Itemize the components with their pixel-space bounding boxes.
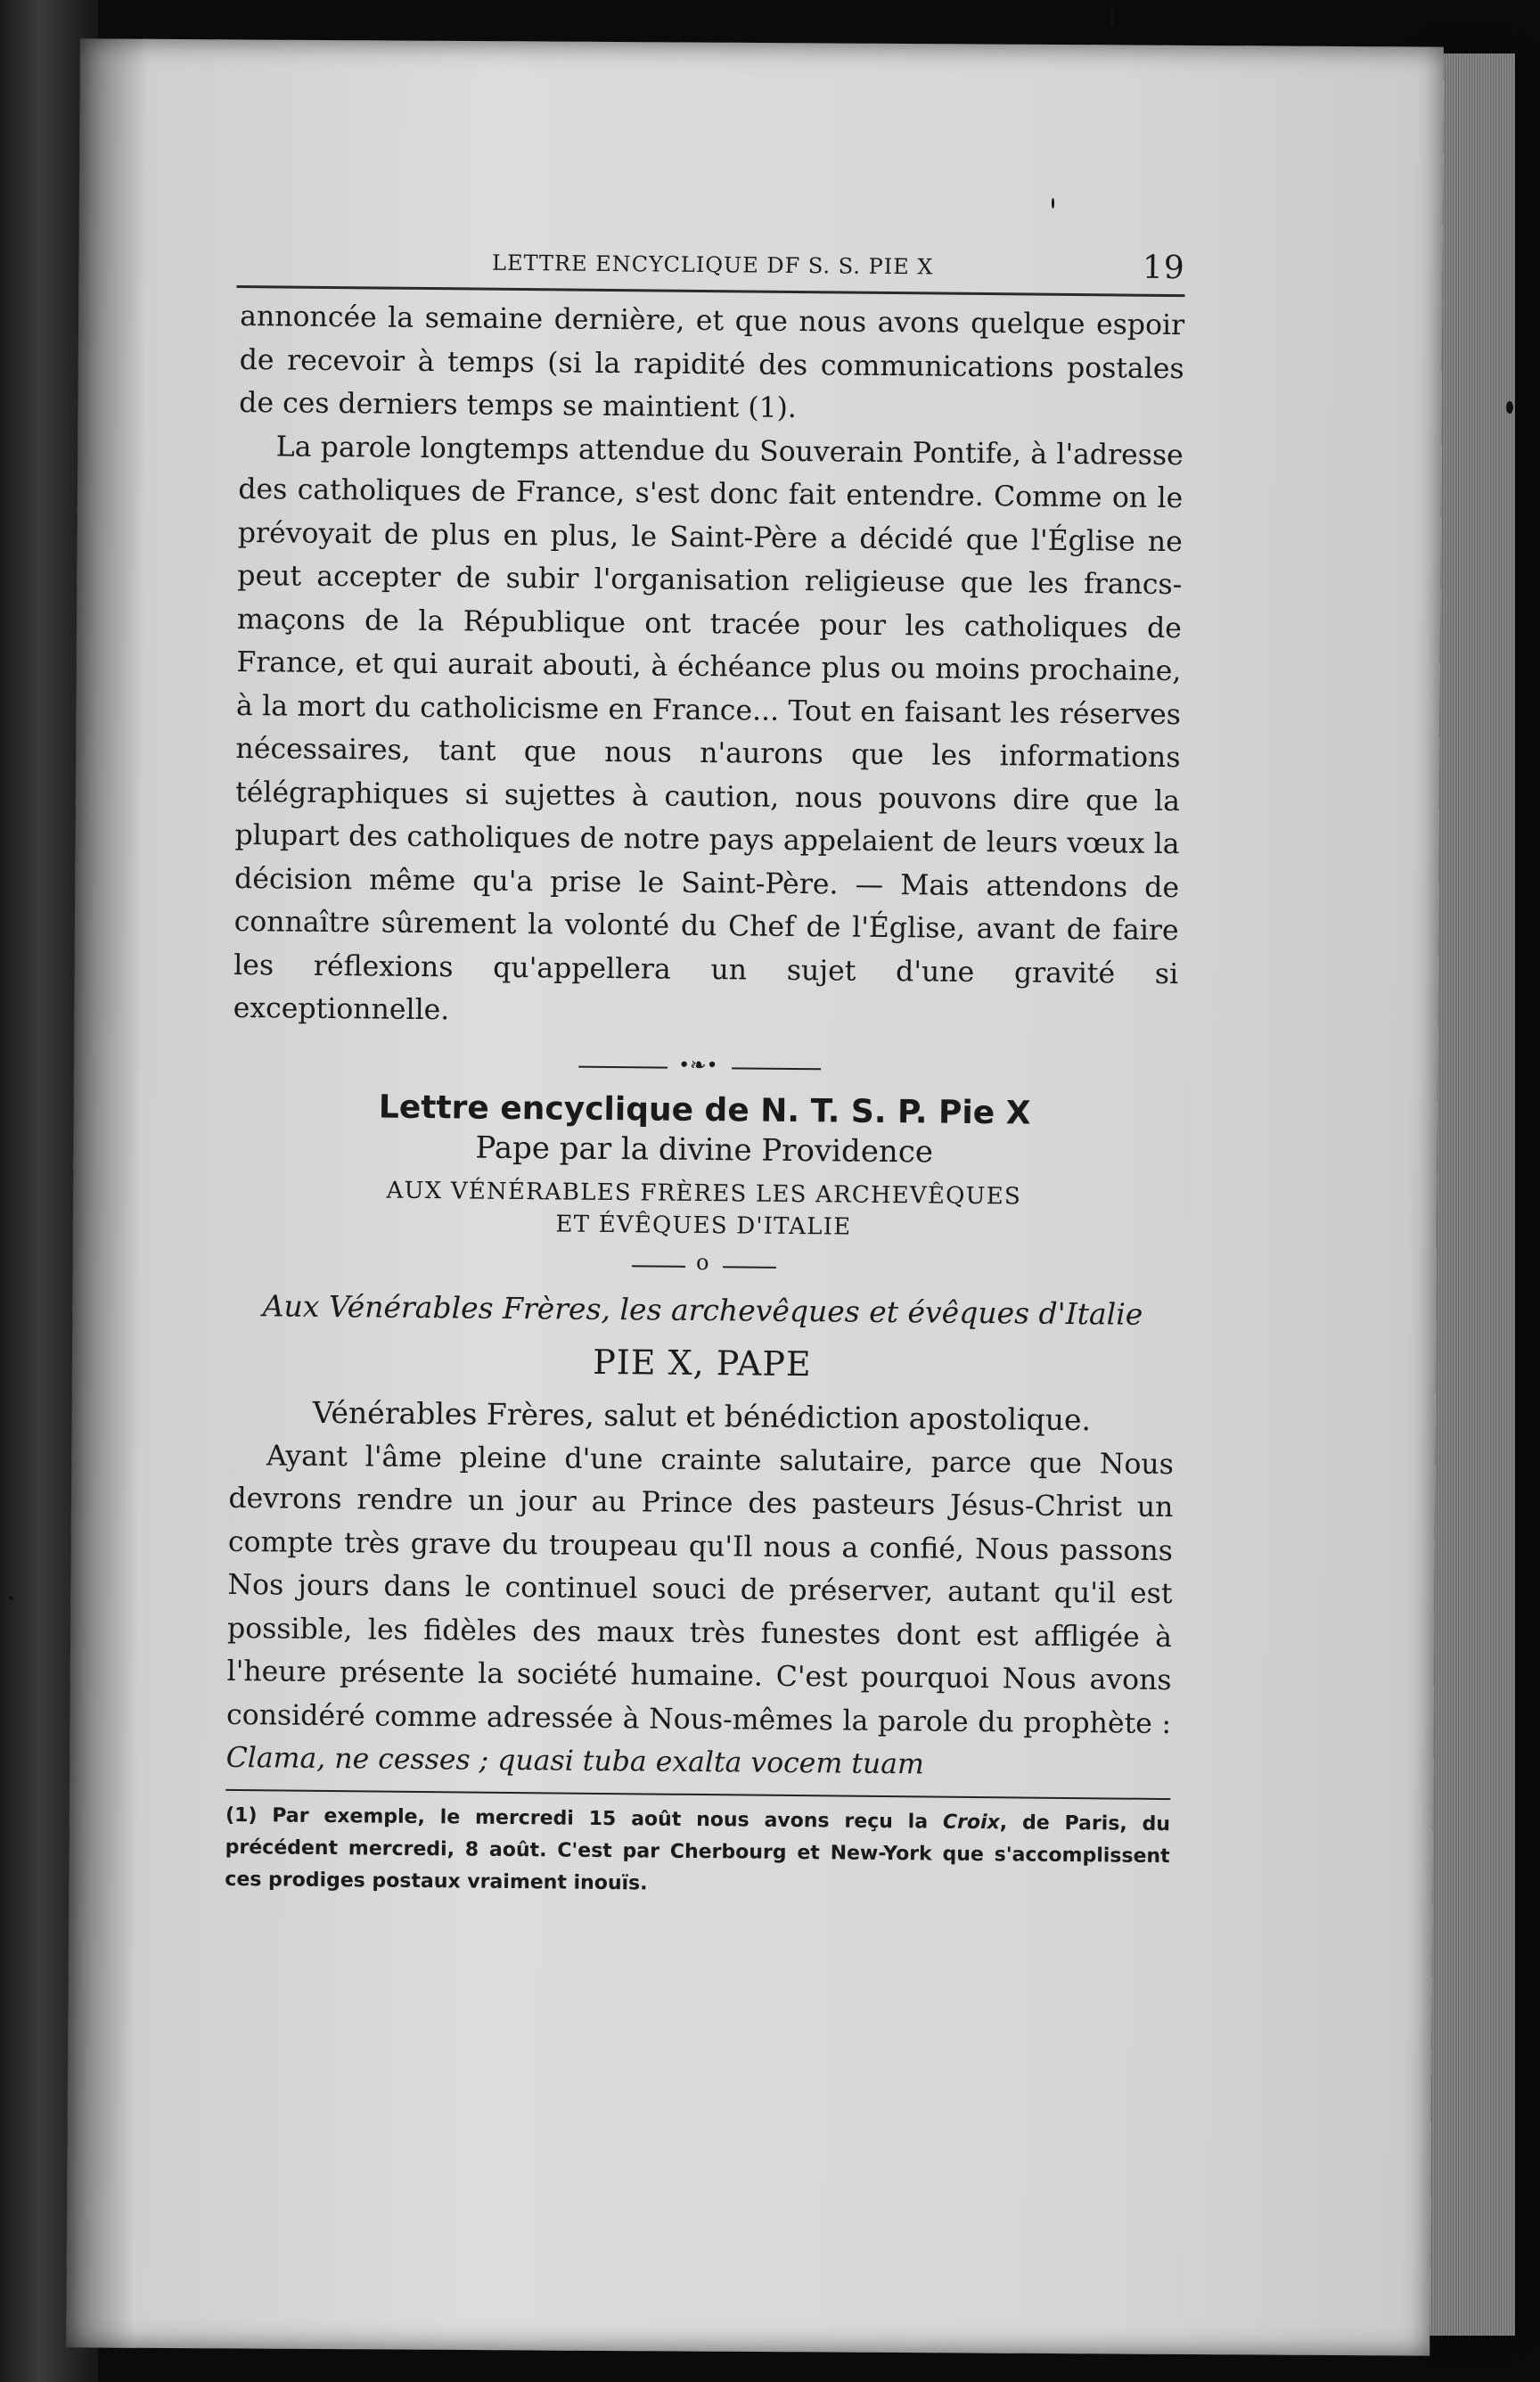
footnote-text-2: , de Paris, du précédent mercredi, 8 août. C'est par Cherbourg et New-York que s'accomplissent ces prodiges postaux vraiment inouïs. [225,1811,1171,1894]
separator-mark: o [695,1249,709,1275]
encyclical-subtitle: Pape par la divine Providence [475,1129,934,1170]
footnote-rule [225,1788,1170,1799]
address-line-2: ET ÉVÊQUES D'ITALIE [555,1210,852,1241]
small-separator [231,1243,1175,1287]
encyclical-title: Lettre encyclique de N. T. S. P. Pie X [378,1088,1031,1132]
running-head [241,241,1185,291]
salutation: Vénérables Frères, salut et bénédiction apostolique. [312,1394,1092,1437]
dedication-line: Aux Vénérables Frères, les archevêques et évêques d'Italie [262,1287,1143,1332]
encyclical-body [225,1433,1174,1788]
ornament-divider: •❧• [233,1042,1177,1087]
encyclical-body-latin: Clama, ne cesses ; quasi tuba exalta vocem tuam [225,1741,925,1781]
paragraph-continued: annoncée la semaine dernière, et que nous avons quelque espoir de recevoir à temps (si la rapidité des communications postales de ces derniers temps se maintient (1). [239,300,1185,424]
page-number: 19 [1142,249,1185,287]
footnote-text-1: (1) Par exemple, le mercredi 15 août nous avons reçu la [225,1803,944,1834]
paragraph-announcement: La parole longtemps attendue du Souverain Pontife, à l'adresse des catholiques de France, s'est donc fait entendre. Comme on le prévoyait de plus en plus, le Saint-Père a décidé que l'Église ne peut accepter de subir l'organisation religieuse que les francs-maçons de la République ont tracée pour les catholiques de France, et qui aurait abouti, à échéance plus ou moins prochaine, à la mort du catholicisme en France... Tout en faisant les réserves nécessaires, tant que nous n'aurons que les informations télégraphiques si sujettes à caution, nous pouvons dire que la plupart des catholiques de notre pays appelaient de leurs vœux la décision même qu'a prise le Saint-Père. — Mais attendons de connaître sûrement la volonté du Chef de l'Église, avant de faire les réflexions qu'appellera un sujet d'une gravité si exceptionnelle. [233,430,1184,1027]
footnote-italic: Croix [942,1811,1000,1834]
address-line-1: AUX VÉNÉRABLES FRÈRES LES ARCHEVÊQUES [386,1177,1022,1210]
encyclical-body-text: Ayant l'âme pleine d'une crainte salutaire, parce que Nous devrons rendre un jour au Prince des pasteurs Jésus-Christ un compte très grave du troupeau qu'Il nous a confié, Nous passons Nos jours dans le continuel souci de préserver, autant qu'il est possible, les fidèles des maux très funestes dont est affligée à l'heure présente la société humaine. C'est pourquoi Nous avons considéré comme adressée à Nous-mêmes la parole du prophète : [225,1439,1175,1740]
page-content [223,241,1185,2068]
pope-name: PIE X, PAPE [593,1342,812,1384]
footnote [225,1799,1170,1904]
running-head-title: LETTRE ENCYCLIQUE DF S. S. PIE X [491,250,934,280]
